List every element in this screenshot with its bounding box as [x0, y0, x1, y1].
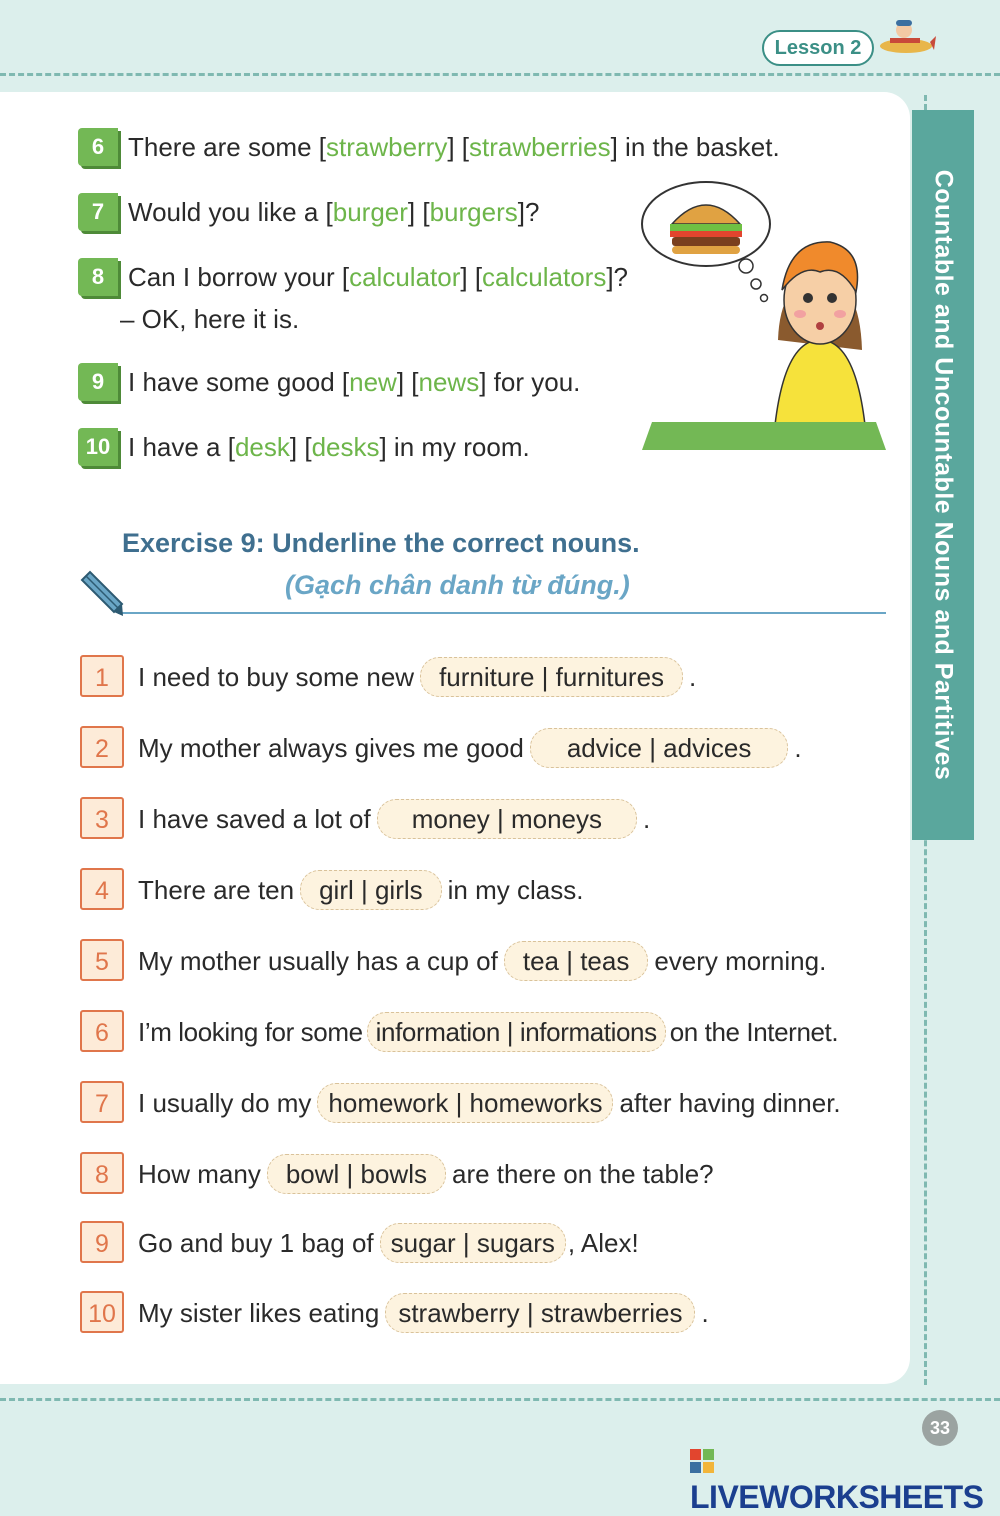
choice-pill[interactable]: furniture | furnitures: [420, 657, 683, 697]
item-number: 7: [78, 193, 118, 231]
item-number: 3: [80, 797, 124, 839]
exercise-title: Exercise 9: Underline the correct nouns.: [122, 528, 640, 558]
item-number: 10: [78, 428, 118, 466]
item-sentence: I have some good [new] [news] for you.: [128, 367, 581, 397]
item-sentence: I usually do my homework | homeworks after having dinner.: [138, 1081, 841, 1125]
item-sentence: Would you like a [burger] [burgers]?: [128, 197, 540, 227]
choice-pill[interactable]: homework | homeworks: [317, 1083, 613, 1123]
exercise-subtitle: (Gạch chân danh từ đúng.): [285, 570, 630, 600]
exercise-rule: [118, 612, 886, 614]
item-number: 6: [80, 1010, 124, 1052]
item-number: 7: [80, 1081, 124, 1123]
item-number: 8: [78, 258, 118, 296]
item-sentence: My sister likes eating strawberry | strawberries .: [138, 1291, 709, 1335]
choice-pill[interactable]: money | moneys: [377, 799, 637, 839]
item-number: 6: [78, 128, 118, 166]
option-a[interactable]: desk: [234, 432, 290, 462]
item-number: 10: [80, 1291, 124, 1333]
pencil-icon: [76, 570, 124, 618]
item-number: 9: [80, 1221, 124, 1263]
boy-thinking-illustration: [640, 180, 888, 452]
choice-pill[interactable]: sugar | sugars: [380, 1223, 566, 1263]
option-a[interactable]: new: [349, 367, 397, 397]
item-number: 1: [80, 655, 124, 697]
option-a[interactable]: strawberry: [325, 132, 448, 162]
item-sentence: Can I borrow your [calculator] [calculators]?: [128, 262, 629, 292]
choice-pill[interactable]: girl | girls: [300, 870, 442, 910]
item-sentence: Go and buy 1 bag of sugar | sugars , Alex!: [138, 1221, 639, 1265]
option-a[interactable]: calculator: [349, 262, 461, 292]
choice-pill[interactable]: information | informations: [367, 1012, 666, 1052]
airplane-icon: [872, 14, 936, 62]
item-sentence: I’m looking for some information | informations on the Internet.: [138, 1010, 838, 1054]
liveworksheets-logo-icon: [690, 1449, 714, 1473]
item-sentence: There are some [strawberry] [strawberries] in the basket.: [128, 132, 780, 162]
option-b[interactable]: news: [418, 367, 480, 397]
item-number: 8: [80, 1152, 124, 1194]
item-sentence: My mother always gives me good advice | advices .: [138, 726, 802, 770]
choice-pill[interactable]: bowl | bowls: [267, 1154, 446, 1194]
brand-watermark: [690, 1442, 1000, 1516]
item-sentence: I have a [desk] [desks] in my room.: [128, 432, 530, 462]
bottom-dashed-guide: [0, 1398, 1000, 1401]
top-dashed-guide: [0, 73, 1000, 76]
option-b[interactable]: burgers: [429, 197, 518, 227]
option-b[interactable]: strawberries: [469, 132, 611, 162]
item-sentence: I need to buy some new furniture | furnitures .: [138, 655, 696, 699]
page-number: 33: [922, 1410, 958, 1446]
item-number: 2: [80, 726, 124, 768]
item-number: 5: [80, 939, 124, 981]
chapter-title: Countable and Uncountable Nouns and Partitives: [929, 169, 958, 781]
choice-pill[interactable]: strawberry | strawberries: [385, 1293, 695, 1333]
brand-name: LIVEWORKSHEETS: [690, 1479, 984, 1515]
item-number: 9: [78, 363, 118, 401]
item-reply: – OK, here it is.: [120, 304, 300, 334]
item-number: 4: [80, 868, 124, 910]
choice-pill[interactable]: tea | teas: [504, 941, 649, 981]
item-sentence: My mother usually has a cup of tea | teas every morning.: [138, 939, 826, 983]
option-b[interactable]: calculators: [482, 262, 607, 292]
item-sentence: There are ten girl | girls in my class.: [138, 868, 583, 912]
item-sentence: I have saved a lot of money | moneys .: [138, 797, 650, 841]
lesson-badge: Lesson 2: [762, 30, 874, 66]
item-sentence: How many bowl | bowls are there on the table?: [138, 1152, 714, 1196]
option-a[interactable]: burger: [332, 197, 408, 227]
chapter-side-tab: [912, 110, 974, 840]
choice-pill[interactable]: advice | advices: [530, 728, 789, 768]
option-b[interactable]: desks: [311, 432, 380, 462]
